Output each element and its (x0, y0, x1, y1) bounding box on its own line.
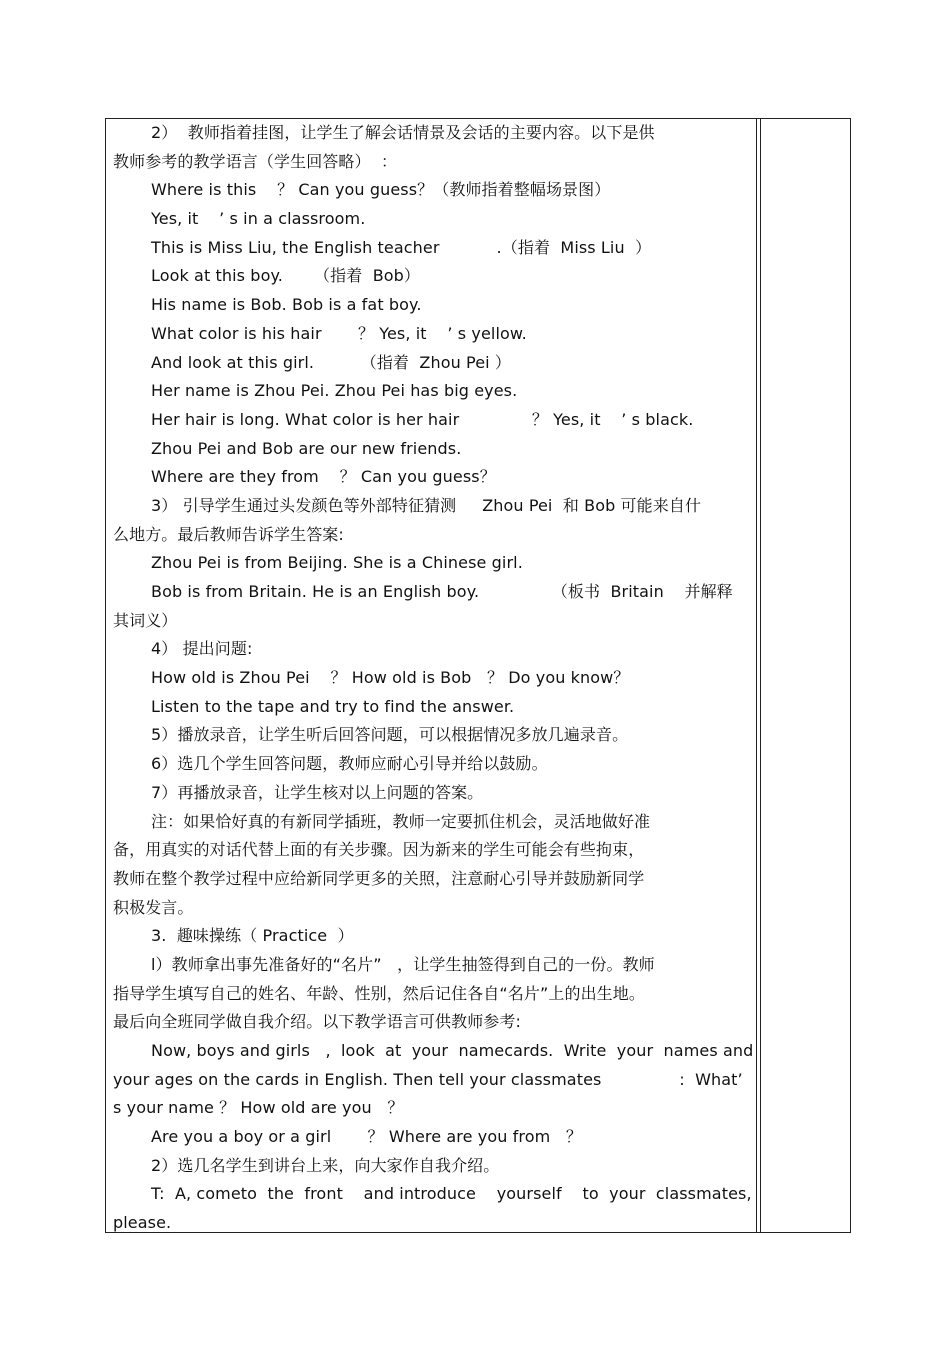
text-line: 注：如果恰好真的有新同学插班，教师一定要抓住机会，灵活地做好准 (151, 811, 651, 831)
text-line: Zhou Pei is from Beijing. She is a Chinese girl. (151, 553, 523, 573)
text-line: 最后向全班同学做自我介绍。以下教学语言可供教师参考: (113, 1012, 521, 1032)
text-line: 3. 趣味操练（ Practice ） (151, 926, 354, 946)
lesson-table (105, 118, 851, 1233)
text-line: 2） 教师指着挂图，让学生了解会话情景及会话的主要内容。以下是供 (151, 123, 655, 142)
text-line: Where is this ？ Can you guess？（教师指着整幅场景图） (151, 180, 611, 200)
text-line: Now, boys and girls , look at your namecards. Write your names and (151, 1041, 754, 1060)
text-line: 教师在整个教学过程中应给新同学更多的关照，注意耐心引导并鼓励新同学 (113, 868, 645, 888)
text-line: 5）播放录音，让学生听后回答问题，可以根据情况多放几遍录音。 (151, 725, 629, 745)
text-line: Yes, it ’ s in a classroom. (151, 209, 366, 229)
text-line: 么地方。最后教师告诉学生答案: (113, 524, 344, 544)
notes-cell (761, 119, 850, 1232)
text-line: 7）再播放录音，让学生核对以上问题的答案。 (151, 782, 484, 802)
text-line: 其词义） (113, 610, 178, 630)
text-line: 指导学生填写自己的姓名、年龄、性别，然后记住各自“名片”上的出生地。 (113, 983, 645, 1003)
text-line: Her name is Zhou Pei. Zhou Pei has big eyes. (151, 381, 518, 401)
text-line: please. (113, 1213, 172, 1233)
text-line: 备，用真实的对话代替上面的有关步骤。因为新来的学生可能会有些拘束， (113, 840, 645, 860)
text-line: 6）选几个学生回答问题，教师应耐心引导并给以鼓励。 (151, 754, 548, 774)
text-line: T: A, cometo the front and introduce yourself to your classmates, (151, 1184, 752, 1204)
text-line: Are you a boy or a girl ？ Where are you from ？ (151, 1127, 582, 1147)
text-line: your ages on the cards in English. Then tell your classmates : What’ (113, 1069, 743, 1089)
text-line: s your name ？ How old are you ？ (113, 1098, 404, 1118)
text-line: Zhou Pei and Bob are our new friends. (151, 438, 462, 458)
lesson-content-cell (113, 119, 753, 1238)
text-line: 4） 提出问题: (151, 639, 253, 659)
text-line: Listen to the tape and try to find the answer. (151, 696, 515, 716)
text-line: 3） 引导学生通过头发颜色等外部特征猜测 Zhou Pei 和 Bob 可能来自什 (151, 495, 702, 515)
text-line: His name is Bob. Bob is a fat boy. (151, 295, 422, 315)
text-line: Bob is from Britain. He is an English boy. （板书 Britain 并解释 (151, 582, 733, 601)
text-line: Her hair is long. What color is her hair ？ Yes, it ’ s black. (151, 409, 694, 429)
text-line: What color is his hair ？ Yes, it ’ s yellow. (151, 323, 527, 343)
text-line: 教师参考的教学语言（学生回答略） ： (113, 151, 398, 171)
text-line: Where are they from ？ Can you guess？ (151, 467, 496, 487)
text-line: How old is Zhou Pei ？ How old is Bob ？ Do you know？ (151, 668, 630, 688)
text-line: And look at this girl. （指着 Zhou Pei ） (151, 352, 511, 372)
text-line: 积极发言。 (113, 897, 194, 917)
text-line: Look at this boy. （指着 Bob） (151, 266, 421, 286)
text-line: l）教师拿出事先准备好的“名片” ，让学生抽签得到自己的一份。教师 (151, 954, 655, 974)
text-line: 2）选几名学生到讲台上来，向大家作自我介绍。 (151, 1155, 500, 1175)
text-line: This is Miss Liu, the English teacher .（指着 Miss Liu ） (151, 237, 652, 257)
